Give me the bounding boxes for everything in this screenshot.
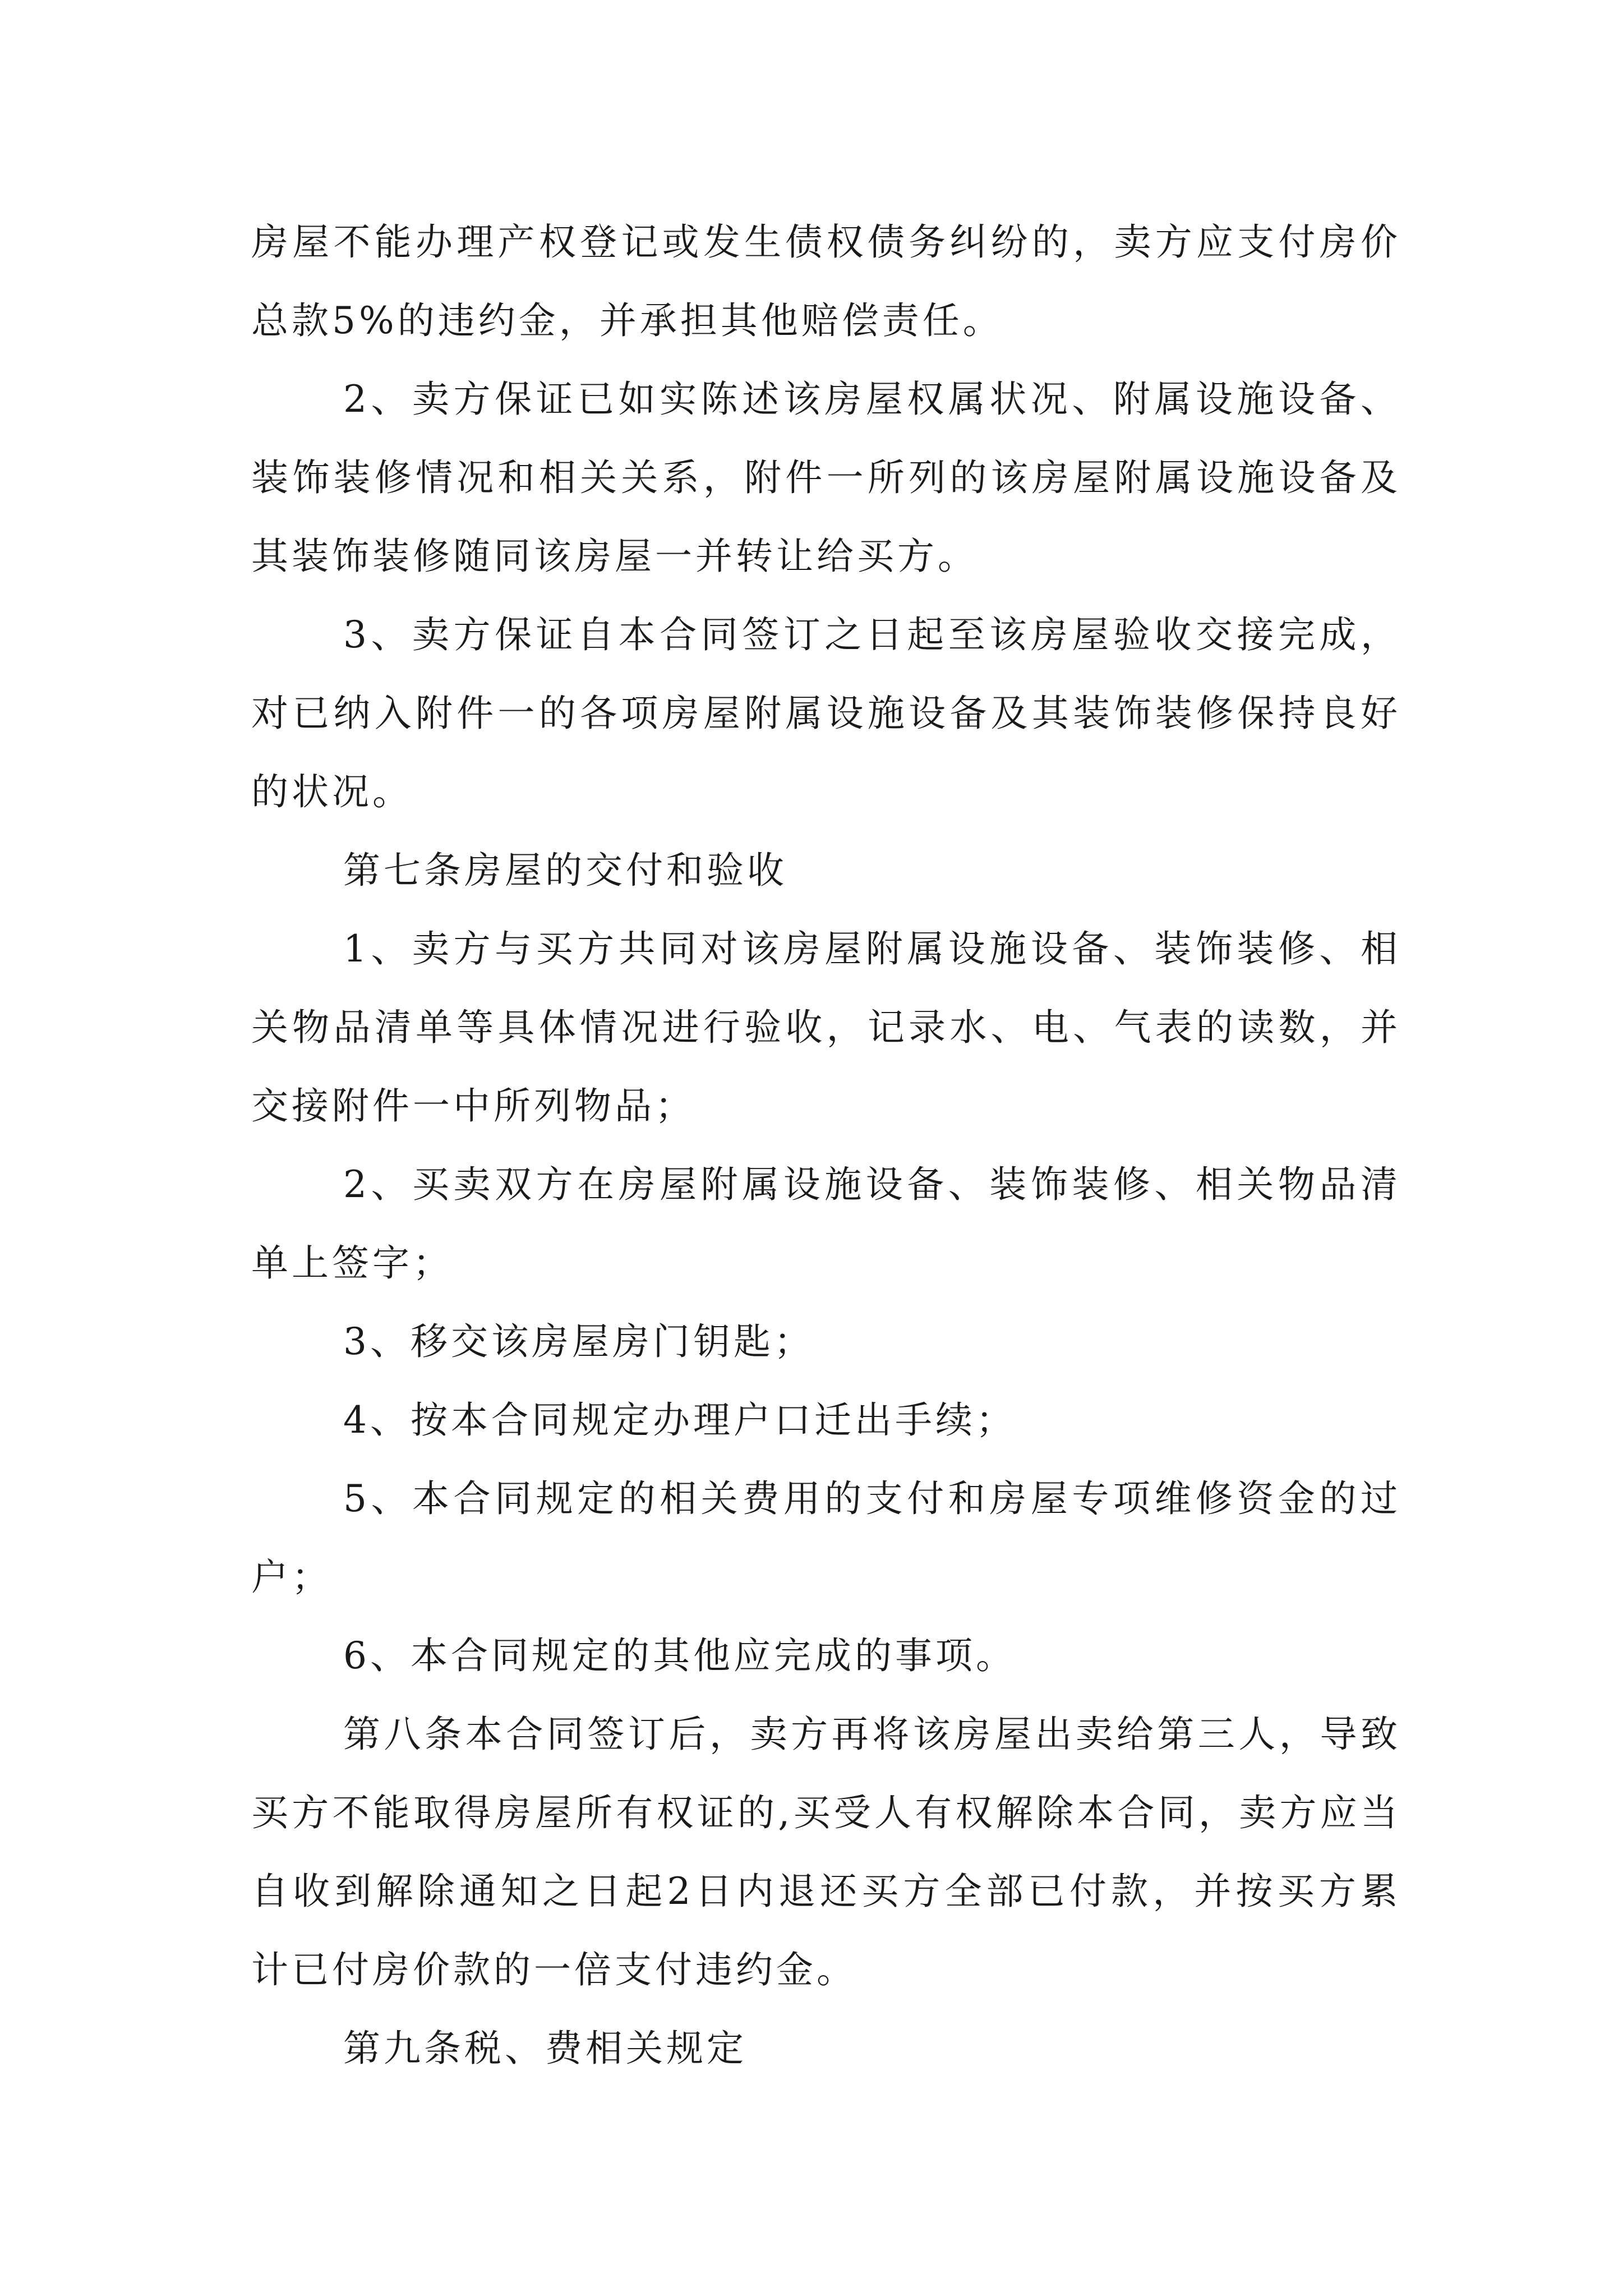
paragraph-clause-2: 2、卖方保证已如实陈述该房屋权属状况、附属设施设备、装饰装修情况和相关关系，附件一所列的该房屋附属设施设备及其装饰装修随同该房屋一并转让给买方。 <box>251 378 1401 578</box>
section-heading-article-7: 第七条房屋的交付和验收 <box>343 849 787 892</box>
paragraph-article-8: 第八条本合同签订后，卖方再将该房屋出卖给第三人，导致买方不能取得房屋所有权证的,买受人有权解除本合同，卖方应当自收到解除通知之日起2日内退还买方全部已付款，并按买方累计已付房价款的一倍支付违约金。 <box>251 1713 1401 1991</box>
section-heading-article-9: 第九条税、费相关规定 <box>343 2027 747 2070</box>
paragraph-delivery-4: 4、按本合同规定办理户口迁出手续； <box>343 1398 1016 1442</box>
paragraph-delivery-5: 5、本合同规定的相关费用的支付和房屋专项维修资金的过户； <box>251 1477 1401 1599</box>
paragraph-delivery-1: 1、卖方与买方共同对该房屋附属设施设备、装饰装修、相关物品清单等具体情况进行验收，记录水、电、气表的读数，并交接附件一中所列物品； <box>251 927 1401 1128</box>
paragraph-clause-3: 3、卖方保证自本合同签订之日起至该房屋验收交接完成，对已纳入附件一的各项房屋附属设施设备及其装饰装修保持良好的状况。 <box>251 613 1401 813</box>
paragraph-continuation: 房屋不能办理产权登记或发生债权债务纠纷的，卖方应支付房价总款5%的违约金，并承担其他赔偿责任。 <box>251 220 1401 342</box>
paragraph-delivery-2: 2、买卖双方在房屋附属设施设备、装饰装修、相关物品清单上签字； <box>251 1163 1401 1285</box>
paragraph-delivery-6: 6、本合同规定的其他应完成的事项。 <box>343 1634 1016 1677</box>
paragraph-delivery-3: 3、移交该房屋房门钥匙； <box>343 1320 814 1363</box>
document-body <box>251 203 1401 2088</box>
